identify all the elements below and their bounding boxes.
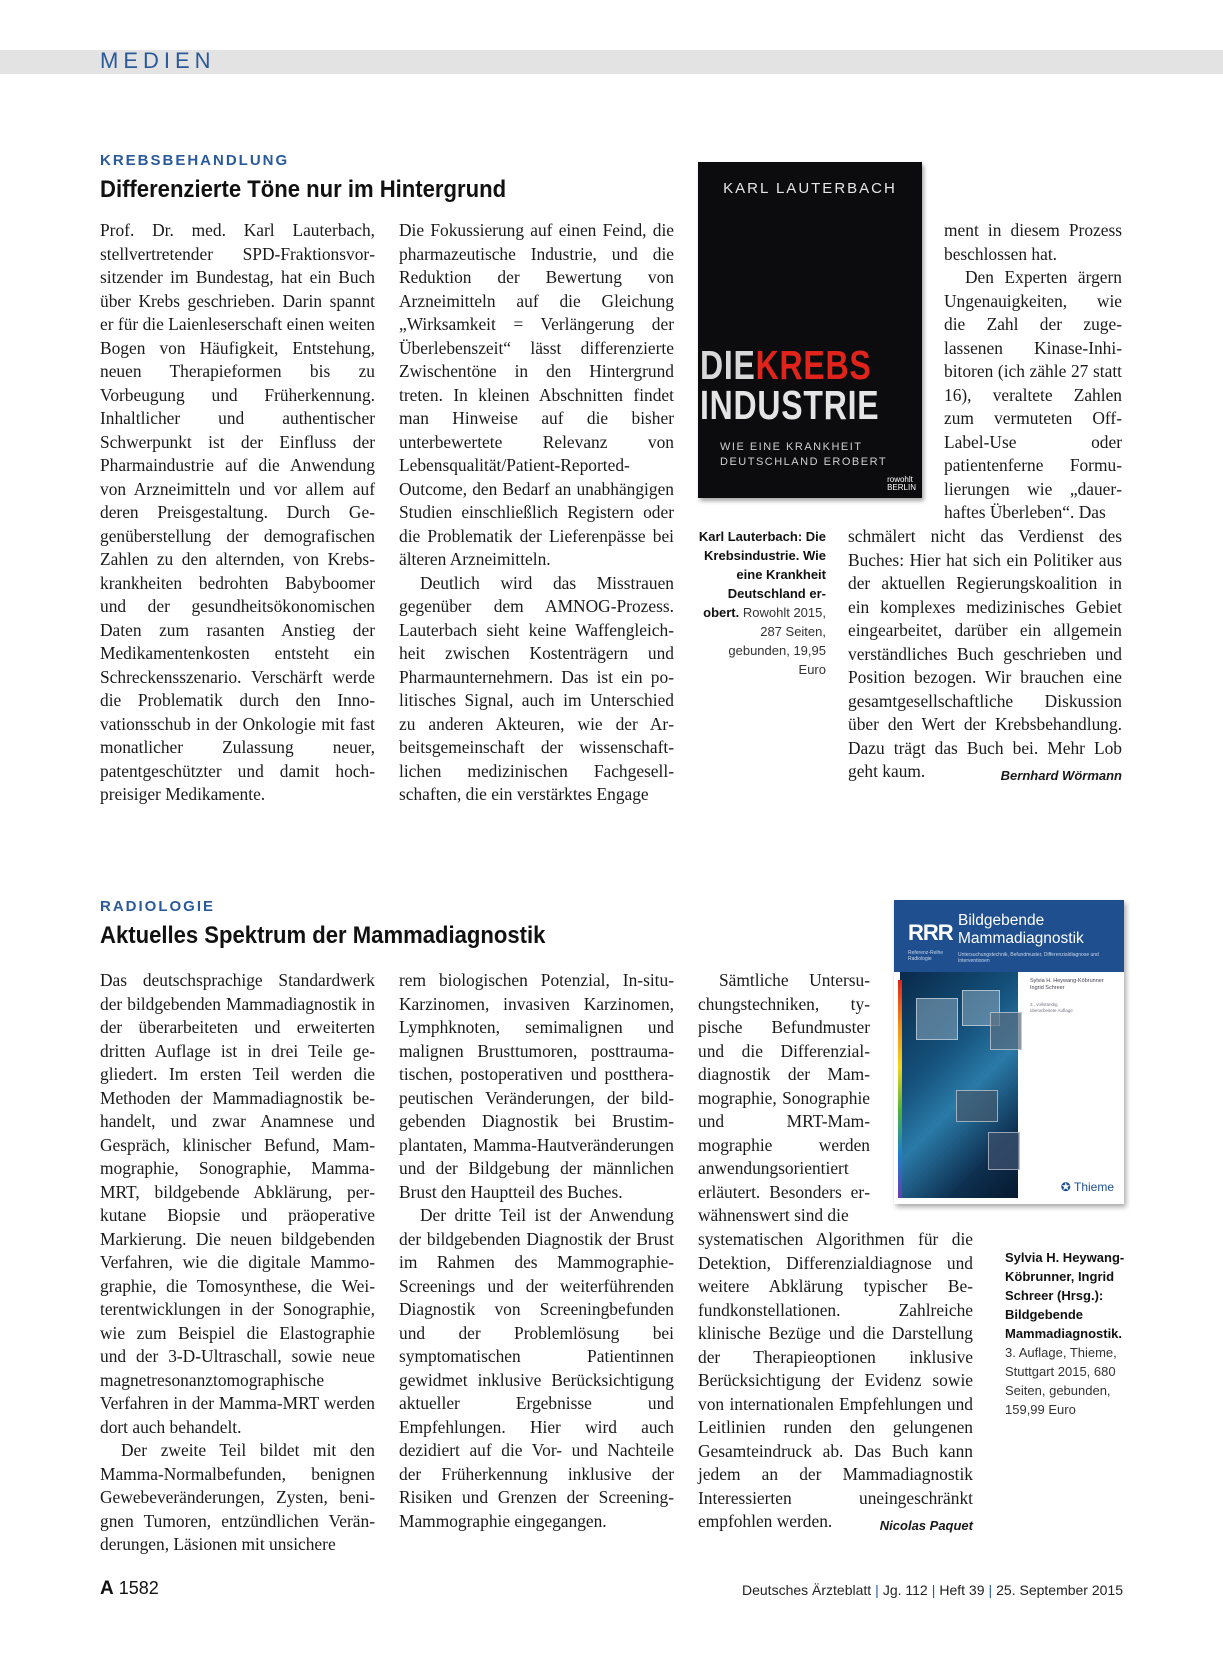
paragraph: Der dritte Teil ist der Anwendung der bildgebenden Diagnostik der Brust im Rahmen des Mammographie-Screenings und der weiterführenden Diagnostik von Screeningbefunden und der Problemlösung bei symptomatischen Patientinnen gewidmet inklusive Berücksichtigung aktueller Ergebnisse und Empfehlungen. Hier wird auch dezidiert auf die Vor- und Nachteile der Früherkennung inklusive der Risiken und Grenzen der Screening-Mammographie eingegangen. — [399, 1205, 674, 1531]
cover-title-industrie: INDUSTRIE — [700, 382, 880, 428]
publisher-logo — [887, 476, 916, 492]
article2-book-caption — [1005, 1248, 1130, 1419]
cover-title — [958, 912, 1084, 948]
publisher-name: Thieme — [1073, 1180, 1114, 1194]
article1-column-2 — [399, 219, 674, 807]
paragraph: Der zweite Teil bildet mit den Mamma-Normalbefunden, benignen Gewebeveränderungen, Zysten, benignen Tumoren, entzündlichen Veränderungen, Läsionen mit unsichere — [100, 1440, 375, 1554]
cover-title-line1: Bildgebende — [958, 912, 1045, 929]
article2-column-2 — [399, 969, 674, 1533]
cover-edition: 3., vollständig überarbeitete Auflage — [1030, 1002, 1073, 1013]
journal-info: Deutsches Ärzteblatt | Jg. 112 | Heft 39 | 25. September 2015 — [742, 1582, 1123, 1598]
paragraph: Das deutschsprachige Standardwerk der bildgebenden Mammadiagnostik in der überarbeiteten und erweiterten dritten Auflage ist in drei Teile gegliedert. Im ersten Teil werden die Methoden der Mammadiagnostik behandelt, und zwar Anamnese und Gespräch, klinischer Befund, Mammographie, Sonographie, Mamma-MRT, bildgebende Abklärung, perkutane Biopsie und präoperative Markierung. Die neuen bildgebenden Verfahren, wie die digitale Mammographie, die Tomosynthese, die Weiterentwicklungen in der Sonographie, wie zum Beispiel die Elastographie und der 3-D-Ultraschall, sowie neue magnetresonanztomographische Verfahren in der Mamma-MRT werden dort auch behandelt. — [100, 970, 375, 1437]
journal-volume: Jg. 112 — [882, 1582, 928, 1598]
article1-book-caption — [698, 527, 826, 679]
book-cover-mammadiagnostik — [894, 900, 1124, 1204]
book-cover-krebsindustrie — [698, 162, 922, 498]
journal-name: Deutsches Ärzteblatt — [742, 1582, 872, 1598]
cover-title-line2: Mammadiagnostik — [958, 930, 1084, 947]
image-tile — [916, 998, 958, 1040]
article2-column-3-bottom — [698, 1228, 973, 1538]
cover-subtitle-line1: WIE EINE KRANKHEIT — [720, 441, 863, 453]
cover-author: KARL LAUTERBACH — [723, 180, 897, 197]
cover-title-die: DIE — [700, 342, 756, 388]
paragraph: ment in diesem Prozess beschlossen hat. — [944, 220, 1122, 264]
paragraph-text: schmälert nicht das Verdienst des Buches: Hier hat sich ein Politiker aus der aktuellen Regierungskoalition in ein komplexes medizinisches Gebiet eingearbeitet, darüber ein allgemein verständliches Buch geschrieben und Position bezogen. Wir brauchen eine gesamtgesellschaftliche Diskussion über den Wert der Krebsbehandlung. Dazu trägt das Buch bei. Mehr Lob geht kaum. — [848, 526, 1122, 781]
article2-author: Nicolas Paquet — [879, 1518, 973, 1533]
thieme-icon: ✪ — [1060, 1180, 1071, 1194]
article1-kicker: KREBSBEHANDLUNG — [100, 152, 290, 169]
cover-authors: Sylvia H. Heywang-Köbrunner Ingrid Schreer — [1030, 978, 1104, 991]
caption-details: Rowohlt 2015, 287 Seiten, gebunden, 19,95 Euro — [728, 605, 826, 677]
article2-column-1 — [100, 969, 375, 1557]
article2-kicker: RADIOLOGIE — [100, 898, 216, 915]
cover-subtitle — [720, 440, 887, 470]
paragraph: Die Fokussierung auf einen Feind, die pharmazeutische Industrie, und die Reduktion der Bewertung von Arzneimitteln auf die Gleichung „Wirksamkeit = Verlängerung der Überlebenszeit“ lässt differenzierte Zwischentöne in den Hintergrund treten. In kleinen Abschnitten findet man Hinweise auf die bisher unterbewertete Relevanz von Lebensqualität/Patient-Reported-Outcome, den Bedarf an unabhängigen Studien einschließlich Registern oder die Problematik der Lieferenpässe bei älteren Arzneimitteln. — [399, 220, 674, 569]
cover-tagline: Untersuchungstechnik, Befundmuster, Differenzialdiagnose und Interventionen — [958, 952, 1099, 964]
paragraph-text: systematischen Algorithmen für die Detektion, Differenzialdiagnose und weitere Abklärung typischer Befundkonstellationen. Zahlreiche klinische Bezüge und die Darstellung der Therapieoptionen inklusive Berücksichtigung der Evidenz sowie von internationalen Empfehlungen und Leitlinien runden den gelungenen Gesamteindruck ab. Das Buch kann jedem an der Mammadiagnostik Interessierten uneingeschränkt empfohlen werden. — [698, 1229, 973, 1531]
article2-headline: Aktuelles Spektrum der Mammadiagnostik — [100, 922, 546, 949]
article1-column-3-top — [944, 219, 1122, 525]
paragraph: rem biologischen Potenzial, In-situ-Karzinomen, invasiven Karzinomen, Lymphknoten, semimalignen und malignen Brusttumoren, posttraumatischen, postoperativen und posttherapeutischen Veränderungen, der bildgebenden Diagnostik bei Brustimplantaten, Mamma-Hautveränderungen und der Bildgebung der männlichen Brust den Hauptteil des Buches. — [399, 970, 674, 1202]
series-name: Referenz-Reihe Radiologie — [908, 950, 944, 962]
cover-color-strip — [898, 980, 902, 1198]
paragraph: Sämtliche Untersuchungstechniken, typische Befundmuster und die Differenzialdiagnostik der Mammographie, Sonographie und MRT-Mammographie werden anwendungsorientiert erläutert. Besonders erwähnenswert sind die — [698, 970, 870, 1225]
section-label: MEDIEN — [100, 48, 216, 73]
caption-title: Sylvia H. Heywang-Köbrunner, Ingrid Schreer (Hrsg.): Bildgebende Mammadiagnostik. — [1005, 1250, 1125, 1341]
image-tile — [956, 1090, 998, 1122]
article1-column-1 — [100, 219, 375, 807]
caption-details: 3. Auflage, Thieme, Stuttgart 2015, 680 Seiten, gebunden, 159,99 Euro — [1005, 1345, 1117, 1417]
article1-column-3-bottom — [848, 525, 1122, 788]
series-logo: RRR — [908, 920, 953, 945]
paragraph: Prof. Dr. med. Karl Lauterbach, stellvertretender SPD-Fraktionsvorsitzender im Bundestag, hat ein Buch über Krebs geschrieben. Darin spannt er für die Laienleserschaft einen weiten Bogen von Häufigkeit, Entstehung, neuen Therapieformen bis zu Vorbeugung und Früherkennung. Inhaltlicher und authentischer Schwerpunkt ist der Einfluss der Pharmaindustrie auf die Anwendung von Arzneimitteln und vor allem auf deren Preisgestaltung. Durch Gegenüberstellung der demografischen Zahlen zu den alternden, von Krebskrankheiten bedrohten Babyboomer und der gesundheitsökonomischen Daten zum rasanten Anstieg der Medikamentenkosten entsteht ein Schreckensszenario. Verschärft werde die Problematik durch den Innovationsschub in der Onkologie mit fast monatlicher Zulassung neuer, patentgeschützter und damit hochpreisiger Medikamente. — [100, 220, 375, 804]
article2-column-3-top — [698, 969, 870, 1228]
publisher-name: rowohlt — [887, 475, 913, 484]
article1-headline: Differenzierte Töne nur im Hintergrund — [100, 176, 507, 203]
page-number — [100, 1578, 159, 1600]
publisher-city: BERLIN — [887, 483, 916, 492]
paragraph — [848, 525, 1122, 784]
image-tile — [990, 1012, 1022, 1050]
journal-date: 25. September 2015 — [996, 1582, 1123, 1598]
page-number-value: 1582 — [118, 1578, 159, 1598]
cover-title-krebs: KREBS — [755, 342, 872, 388]
publisher-logo — [1061, 1180, 1114, 1194]
caption-title: Karl Lauterbach: Die Krebsindustrie. Wie eine Krankheit Deutschland erobert. — [698, 529, 826, 620]
paragraph: Den Experten ärgern Ungenauigkeiten, wie die Zahl der zugelassenen Kinase-Inhibitoren (ich zähle 27 statt 16), veraltete Zahlen zum vermuteten Off-Label-Use oder patientenferne Formulierungen wie „dauerhaftes Überleben“. Das — [944, 267, 1122, 522]
image-tile — [988, 1132, 1020, 1170]
page-prefix: A — [100, 1578, 114, 1599]
paragraph: Deutlich wird das Misstrauen gegenüber dem AMNOG-Prozess. Lauterbach sieht keine Waffengleichheit zwischen Kostenträgern und Pharmaunternehmern. Das ist ein politisches Signal, auch im Unterschied zu anderen Akteuren, wie der Arbeitsgemeinschaft der wissenschaftlichen medizinischen Fachgesellschaften, die ein verstärktes Engage — [399, 572, 674, 804]
article1-author: Bernhard Wörmann — [1000, 768, 1122, 783]
cover-subtitle-line2: DEUTSCHLAND EROBERT — [720, 456, 888, 468]
paragraph — [698, 1228, 973, 1534]
journal-issue: Heft 39 — [939, 1582, 985, 1598]
